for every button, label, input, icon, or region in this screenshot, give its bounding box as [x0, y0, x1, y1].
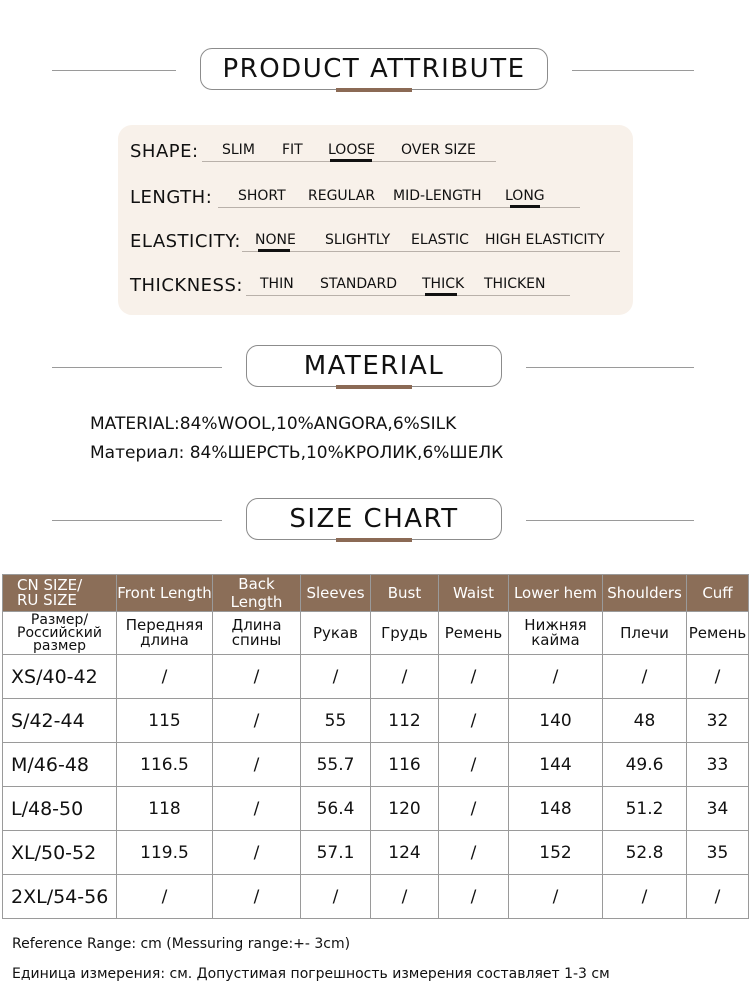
attr-option-selected: LONG [505, 188, 545, 204]
size-value-cell: 33 [687, 743, 749, 787]
attr-option: MID-LENGTH [393, 188, 482, 204]
attr-option: THICKEN [484, 276, 546, 292]
size-value-cell: 124 [371, 831, 439, 875]
attr-option: ELASTIC [411, 232, 469, 248]
size-value-cell: / [371, 655, 439, 699]
size-value-cell: / [301, 875, 371, 919]
size-value-cell: 48 [603, 699, 687, 743]
table-row [3, 831, 749, 875]
size-label-cell: Размер/ Российский размер [3, 612, 117, 655]
divider-left [52, 70, 176, 71]
size-value-cell: / [439, 699, 509, 743]
header-row-en [3, 575, 749, 612]
size-value-cell: Длина спины [213, 612, 301, 655]
size-chart-table [2, 574, 749, 919]
table-row [3, 787, 749, 831]
size-value-cell: 112 [371, 699, 439, 743]
size-value-cell: / [603, 875, 687, 919]
material-ru [90, 443, 503, 463]
size-value-cell: / [603, 655, 687, 699]
attr-option: OVER SIZE [401, 142, 476, 158]
section-title: SIZE CHART [246, 498, 502, 540]
size-value-cell: 116 [371, 743, 439, 787]
size-value-cell: / [439, 743, 509, 787]
attribute-panel [118, 125, 633, 315]
size-value-cell: / [213, 831, 301, 875]
attr-option: SLIGHTLY [325, 232, 391, 248]
size-label-cell: 2XL/54-56 [3, 875, 117, 919]
size-label-cell: XL/50-52 [3, 831, 117, 875]
size-value-cell: Ремень [687, 612, 749, 655]
size-value-cell: 152 [509, 831, 603, 875]
size-chart-header [0, 498, 750, 544]
divider-right [572, 70, 694, 71]
attr-option: SLIM [222, 142, 255, 158]
accent-bar [336, 385, 412, 389]
attr-row-elasticity [118, 229, 633, 269]
product-attribute-header [0, 48, 750, 94]
size-label-cell: XS/40-42 [3, 655, 117, 699]
accent-bar [336, 88, 412, 92]
size-value-cell: 140 [509, 699, 603, 743]
size-value-cell: 56.4 [301, 787, 371, 831]
table-row [3, 743, 749, 787]
size-value-cell: 51.2 [603, 787, 687, 831]
attr-row-shape [118, 139, 633, 179]
option-underline [242, 251, 620, 252]
size-value-cell: / [301, 655, 371, 699]
size-value-cell: Waist [439, 575, 509, 612]
size-value-cell: / [117, 655, 213, 699]
size-value-cell: Front Length [117, 575, 213, 612]
size-value-cell: 148 [509, 787, 603, 831]
attr-option-selected: THICK [422, 276, 465, 292]
size-value-cell: 144 [509, 743, 603, 787]
section-title: MATERIAL [246, 345, 502, 387]
size-value-cell: Back Length [213, 575, 301, 612]
table-row [3, 875, 749, 919]
selected-marker [510, 205, 540, 208]
size-value-cell: / [213, 743, 301, 787]
divider-right [526, 520, 694, 521]
size-value-cell: 49.6 [603, 743, 687, 787]
size-value-cell: Ремень [439, 612, 509, 655]
material-en-label: MATERIAL: [90, 414, 180, 434]
size-value-cell: / [117, 875, 213, 919]
size-label-cell: M/46-48 [3, 743, 117, 787]
reference-note-ru: Единица измерения: см. Допустимая погрешность измерения составляет 1-3 см [12, 966, 610, 982]
size-value-cell: 35 [687, 831, 749, 875]
attr-option-selected: LOOSE [328, 142, 376, 158]
attr-label: ELASTICITY: [130, 231, 241, 252]
option-underline [246, 295, 570, 296]
size-label-cell: L/48-50 [3, 787, 117, 831]
size-value-cell: / [509, 655, 603, 699]
size-value-cell: 119.5 [117, 831, 213, 875]
size-value-cell: / [213, 699, 301, 743]
material-ru-value: 84%ШЕРСТЬ,10%КРОЛИК,6%ШЕЛК [189, 443, 504, 463]
size-value-cell: / [439, 787, 509, 831]
table-row [3, 699, 749, 743]
size-label-cell: CN SIZE/ RU SIZE [3, 575, 117, 612]
size-value-cell: / [371, 875, 439, 919]
attr-option: HIGH ELASTICITY [485, 232, 605, 248]
size-value-cell: Cuff [687, 575, 749, 612]
divider-right [526, 367, 694, 368]
size-value-cell: / [213, 655, 301, 699]
selected-marker [425, 293, 457, 296]
attr-option: SHORT [238, 188, 286, 204]
attr-option: STANDARD [320, 276, 398, 292]
material-ru-label: Материал: [90, 443, 185, 463]
attr-label: LENGTH: [130, 187, 213, 208]
selected-marker [330, 159, 372, 162]
size-value-cell: Рукав [301, 612, 371, 655]
attr-option: FIT [282, 142, 303, 158]
size-value-cell: Sleeves [301, 575, 371, 612]
size-value-cell: 52.8 [603, 831, 687, 875]
attr-row-length [118, 185, 633, 225]
size-value-cell: / [439, 831, 509, 875]
attr-option-selected: NONE [255, 232, 296, 248]
size-value-cell: 55.7 [301, 743, 371, 787]
size-value-cell: / [439, 655, 509, 699]
size-value-cell: 57.1 [301, 831, 371, 875]
section-title: PRODUCT ATTRIBUTE [200, 48, 548, 90]
size-value-cell: Bust [371, 575, 439, 612]
divider-left [52, 520, 222, 521]
accent-bar [336, 538, 412, 542]
size-value-cell: 116.5 [117, 743, 213, 787]
size-value-cell: Грудь [371, 612, 439, 655]
size-value-cell: / [213, 875, 301, 919]
size-value-cell: Lower hem [509, 575, 603, 612]
size-value-cell: Плечи [603, 612, 687, 655]
size-value-cell: / [439, 875, 509, 919]
table-row [3, 655, 749, 699]
size-label-cell: S/42-44 [3, 699, 117, 743]
divider-left [52, 367, 222, 368]
size-value-cell: 34 [687, 787, 749, 831]
reference-note-en: Reference Range: cm (Messuring range:+- 3cm) [12, 936, 351, 952]
attr-label: THICKNESS: [130, 275, 243, 296]
size-value-cell: 55 [301, 699, 371, 743]
material-header [0, 345, 750, 391]
size-value-cell: / [687, 655, 749, 699]
size-value-cell: Shoulders [603, 575, 687, 612]
attr-label: SHAPE: [130, 141, 199, 162]
material-en [90, 414, 456, 434]
material-en-value: 84%WOOL,10%ANGORA,6%SILK [179, 414, 457, 434]
size-value-cell: / [213, 787, 301, 831]
size-value-cell: 118 [117, 787, 213, 831]
size-value-cell: 115 [117, 699, 213, 743]
size-value-cell: Нижняя кайма [509, 612, 603, 655]
size-value-cell: / [509, 875, 603, 919]
selected-marker [258, 249, 290, 252]
size-value-cell: 120 [371, 787, 439, 831]
size-value-cell: / [687, 875, 749, 919]
attr-option: THIN [260, 276, 294, 292]
size-value-cell: Передняя длина [117, 612, 213, 655]
attr-option: REGULAR [308, 188, 376, 204]
size-value-cell: 32 [687, 699, 749, 743]
attr-row-thickness [118, 273, 633, 313]
header-row-ru [3, 612, 749, 655]
